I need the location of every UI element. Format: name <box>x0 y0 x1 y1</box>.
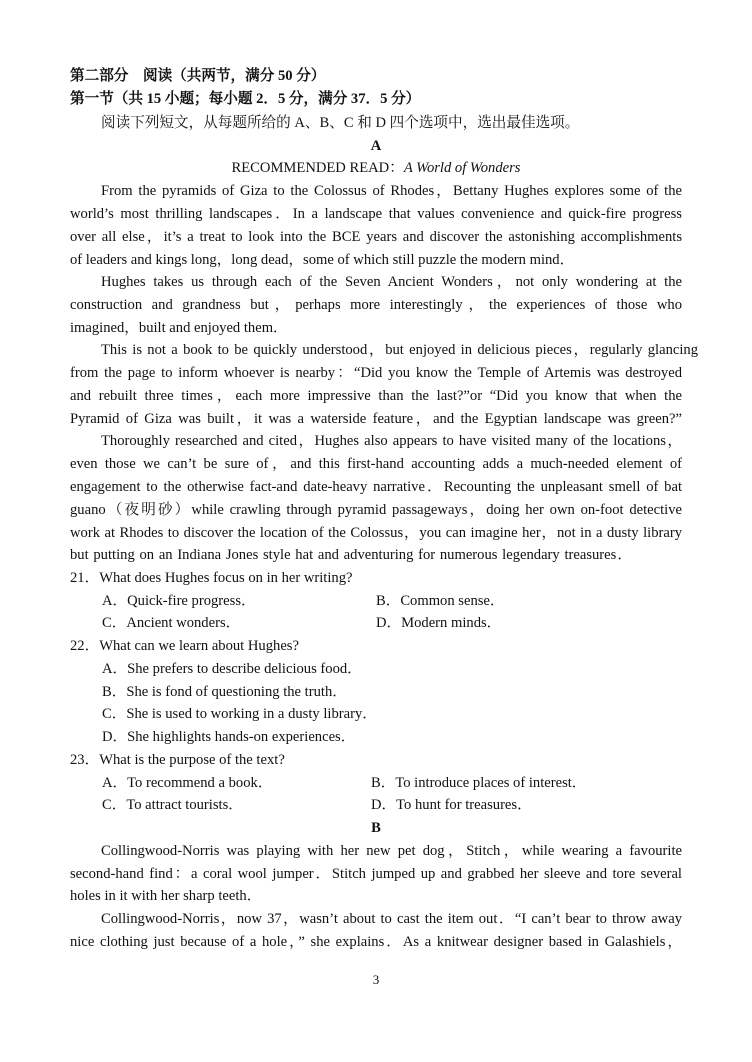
section-title: 第一节（共 15 小题；每小题 2．5 分，满分 37．5 分） <box>70 91 421 107</box>
passage-a-line: Thoroughly researched and cited，Hughes also appears to have visited many of the locations， <box>101 433 682 449</box>
question-22-option-c: C．She is used to working in a dusty library． <box>102 706 377 722</box>
passage-a-line: work at Rhodes to discover the location of the Colossus，you can imagine her，not in a dusty library <box>70 525 682 541</box>
passage-a-line: Pyramid of Giza was built，it was a waterside feature，and the Egyptian landscape was green?” <box>70 411 682 427</box>
question-23-option-b: B．To introduce places of interest． <box>371 775 587 791</box>
question-21-stem: 21．What does Hughes focus on in her writing? <box>70 570 353 586</box>
question-21-option-b: B．Common sense． <box>376 593 505 609</box>
passage-b-line: Collingwood-Norris，now 37，wasn’t about to cast the item out．“I can’t bear to throw away <box>101 911 682 927</box>
book-title: A World of Wonders <box>403 160 521 176</box>
question-23-option-c: C．To attract tourists． <box>102 797 243 813</box>
passage-a-label: A <box>370 138 382 154</box>
passage-b-label: B <box>371 820 381 836</box>
question-21-option-d: D．Modern minds． <box>376 615 502 631</box>
passage-a-line: but putting on an Indiana Jones style hat and adventuring for numerous legendary treasures． <box>70 547 632 563</box>
question-22-option-d: D．She highlights hands-on experiences． <box>102 729 356 745</box>
passage-a-line: imagined，built and enjoyed them． <box>70 320 288 336</box>
question-22-stem: 22．What can we learn about Hughes? <box>70 638 299 654</box>
question-23-stem: 23．What is the purpose of the text? <box>70 752 285 768</box>
question-21-option-c: C．Ancient wonders． <box>102 615 241 631</box>
passage-a-line: Hughes takes us through each of the Seven Ancient Wonders，not only wondering at the <box>101 274 682 290</box>
passage-b-line: Collingwood-Norris was playing with her new pet dog，Stitch，while wearing a favourite <box>101 843 682 859</box>
question-22-option-b: B．She is fond of questioning the truth． <box>102 684 347 700</box>
title-prefix: RECOMMENDED READ： <box>231 160 404 176</box>
passage-b-line: holes in it with her sharp teeth． <box>70 888 262 904</box>
page-number: 3 <box>372 972 380 987</box>
passage-a-line: engagement to the otherwise fact-and date-heavy narrative．Recounting the unpleasant smell of bat <box>70 479 682 495</box>
instructions: 阅读下列短文，从每题所给的 A、B、C 和 D 四个选项中，选出最佳选项。 <box>101 115 580 131</box>
question-23-option-d: D．To hunt for treasures． <box>371 797 532 813</box>
passage-a-line: over all else，it’s a treat to look into the BCE years and discover the astonishing accomplishments <box>70 229 682 245</box>
question-21-option-a: A．Quick-fire progress． <box>102 593 256 609</box>
passage-a-line: of leaders and kings long，long dead，some of which still puzzle the modern mind． <box>70 252 575 268</box>
passage-a-line: This is not a book to be quickly understood，but enjoyed in delicious pieces，regularly glancing <box>101 342 698 358</box>
passage-a-line: construction and grandness but，perhaps more interestingly，the experiences of those who <box>70 297 682 313</box>
passage-a-line: even those we can’t be sure of，and this first-hand accounting adds a much-needed element of <box>70 456 682 472</box>
question-22-option-a: A．She prefers to describe delicious food． <box>102 661 362 677</box>
passage-b-line: second-hand find：a coral wool jumper．Stitch jumped up and grabbed her sleeve and tore several <box>70 866 682 882</box>
passage-a-title <box>70 157 682 180</box>
passage-b-line: nice clothing just because of a hole，” she explains．As a knitwear designer based in Galashiels， <box>70 934 682 950</box>
part-title: 第二部分 阅读（共两节，满分 50 分） <box>70 68 326 84</box>
passage-a-line: and rebuilt three times，each more impressive than the last?”or “Did you know that when the <box>70 388 682 404</box>
passage-a-line: guano（夜明砂）while crawling through pyramid passageways，doing her own on-foot detective <box>70 502 682 518</box>
passage-a-line: from the page to inform whoever is nearby：“Did you know the Temple of Artemis was destroyed <box>70 365 682 381</box>
passage-a-line: From the pyramids of Giza to the Colossus of Rhodes，Bettany Hughes explores some of the <box>101 183 682 199</box>
passage-a-line: world’s most thrilling landscapes．In a landscape that values convenience and quick-fire progress <box>70 206 682 222</box>
question-23-option-a: A．To recommend a book． <box>102 775 273 791</box>
